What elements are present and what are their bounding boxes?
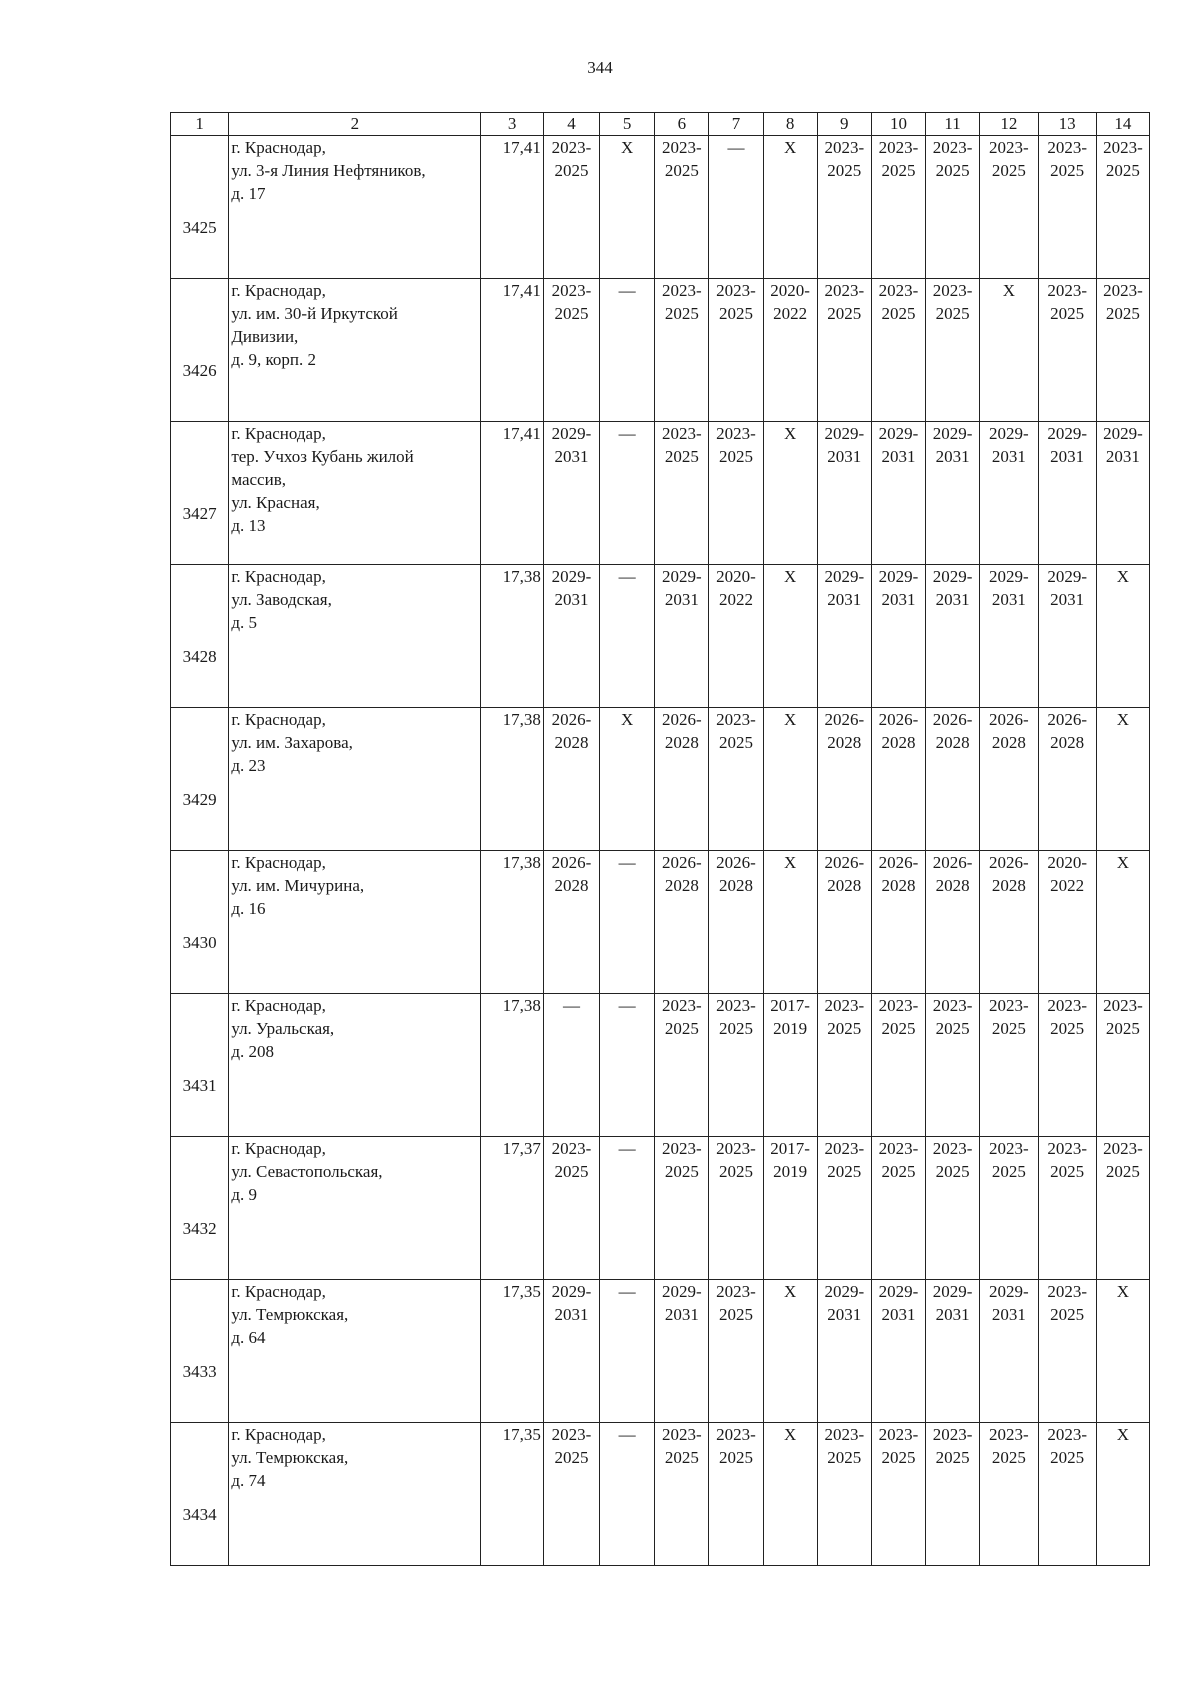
address-cell xyxy=(229,1280,481,1423)
table-row xyxy=(171,708,1150,851)
period-cell-col-14: 2023- 2025 xyxy=(1096,136,1149,279)
period-cell-col-8: Х xyxy=(763,1423,817,1566)
period-cell-col-5: Х xyxy=(600,708,655,851)
period-cell-col-6: 2029- 2031 xyxy=(655,565,709,708)
period-cell-col-12: Х xyxy=(980,279,1038,422)
period-cell-col-4: 2023- 2025 xyxy=(543,1423,599,1566)
period-cell-col-6: 2023- 2025 xyxy=(655,279,709,422)
address-line: г. Краснодар, xyxy=(231,424,326,443)
period-cell-col-8: Х xyxy=(763,565,817,708)
period-cell-col-12: 2029- 2031 xyxy=(980,565,1038,708)
address-line: тер. Учхоз Кубань жилой xyxy=(231,447,414,466)
address-cell xyxy=(229,422,481,565)
period-cell-col-4: 2026- 2028 xyxy=(543,851,599,994)
period-cell-col-11: 2029- 2031 xyxy=(926,565,980,708)
row-number: 3430 xyxy=(171,851,229,994)
period-cell-col-11: 2026- 2028 xyxy=(926,851,980,994)
period-cell-col-10: 2023- 2025 xyxy=(871,136,925,279)
period-cell-col-6: 2026- 2028 xyxy=(655,708,709,851)
period-cell-col-10: 2029- 2031 xyxy=(871,565,925,708)
period-cell-col-10: 2029- 2031 xyxy=(871,422,925,565)
row-number: 3429 xyxy=(171,708,229,851)
period-cell-col-7: 2023- 2025 xyxy=(709,994,763,1137)
period-cell-col-6: 2023- 2025 xyxy=(655,422,709,565)
address-line: д. 9, корп. 2 xyxy=(231,350,316,369)
period-cell-col-9: 2023- 2025 xyxy=(817,1423,871,1566)
column-header-12: 12 xyxy=(980,113,1038,136)
column-header-5: 5 xyxy=(600,113,655,136)
area-cell: 17,41 xyxy=(481,136,543,279)
address-cell xyxy=(229,851,481,994)
period-cell-col-8: Х xyxy=(763,1280,817,1423)
period-cell-col-4: 2029- 2031 xyxy=(543,1280,599,1423)
period-cell-col-9: 2029- 2031 xyxy=(817,422,871,565)
period-cell-col-10: 2023- 2025 xyxy=(871,1423,925,1566)
address-line: г. Краснодар, xyxy=(231,567,326,586)
period-cell-col-11: 2023- 2025 xyxy=(926,279,980,422)
address-line: ул. Красная, xyxy=(231,493,320,512)
period-cell-col-12: 2026- 2028 xyxy=(980,708,1038,851)
table-row xyxy=(171,422,1150,565)
period-cell-col-7: 2023- 2025 xyxy=(709,1423,763,1566)
period-cell-col-10: 2026- 2028 xyxy=(871,708,925,851)
address-line: ул. им. Захарова, xyxy=(231,733,353,752)
period-cell-col-13: 2020- 2022 xyxy=(1038,851,1096,994)
period-cell-col-6: 2029- 2031 xyxy=(655,1280,709,1423)
area-cell: 17,38 xyxy=(481,851,543,994)
period-cell-col-14: Х xyxy=(1096,565,1149,708)
period-cell-col-11: 2023- 2025 xyxy=(926,136,980,279)
period-cell-col-13: 2023- 2025 xyxy=(1038,1137,1096,1280)
period-cell-col-13: 2023- 2025 xyxy=(1038,136,1096,279)
row-number: 3433 xyxy=(171,1280,229,1423)
period-cell-col-11: 2023- 2025 xyxy=(926,1137,980,1280)
address-line: ул. им. Мичурина, xyxy=(231,876,365,895)
period-cell-col-9: 2029- 2031 xyxy=(817,565,871,708)
period-cell-col-7: 2023- 2025 xyxy=(709,422,763,565)
address-line: ул. Заводская, xyxy=(231,590,332,609)
period-cell-col-8: Х xyxy=(763,851,817,994)
period-cell-col-10: 2023- 2025 xyxy=(871,1137,925,1280)
address-cell xyxy=(229,565,481,708)
address-line: д. 17 xyxy=(231,184,266,203)
table-body xyxy=(171,136,1150,1566)
period-cell-col-7: 2023- 2025 xyxy=(709,1280,763,1423)
column-header-2: 2 xyxy=(229,113,481,136)
period-cell-col-14: Х xyxy=(1096,851,1149,994)
period-cell-col-4: 2029- 2031 xyxy=(543,565,599,708)
period-cell-col-12: 2026- 2028 xyxy=(980,851,1038,994)
period-cell-col-7: — xyxy=(709,136,763,279)
period-cell-col-12: 2029- 2031 xyxy=(980,422,1038,565)
address-cell xyxy=(229,708,481,851)
period-cell-col-7: 2023- 2025 xyxy=(709,1137,763,1280)
address-line: ул. Уральская, xyxy=(231,1019,335,1038)
period-cell-col-6: 2023- 2025 xyxy=(655,1423,709,1566)
period-cell-col-6: 2026- 2028 xyxy=(655,851,709,994)
period-cell-col-13: 2023- 2025 xyxy=(1038,1280,1096,1423)
column-header-11: 11 xyxy=(926,113,980,136)
period-cell-col-5: — xyxy=(600,994,655,1137)
address-line: Дивизии, xyxy=(231,327,299,346)
table-row xyxy=(171,136,1150,279)
period-cell-col-11: 2023- 2025 xyxy=(926,994,980,1137)
period-cell-col-5: — xyxy=(600,1423,655,1566)
address-line: массив, xyxy=(231,470,286,489)
address-line: ул. Темрюкская, xyxy=(231,1448,349,1467)
address-line: ул. Севастопольская, xyxy=(231,1162,383,1181)
period-cell-col-9: 2023- 2025 xyxy=(817,1137,871,1280)
table-row xyxy=(171,279,1150,422)
period-cell-col-5: — xyxy=(600,851,655,994)
column-header-7: 7 xyxy=(709,113,763,136)
row-number: 3432 xyxy=(171,1137,229,1280)
period-cell-col-5: — xyxy=(600,1280,655,1423)
area-cell: 17,35 xyxy=(481,1423,543,1566)
period-cell-col-11: 2026- 2028 xyxy=(926,708,980,851)
period-cell-col-13: 2023- 2025 xyxy=(1038,279,1096,422)
period-cell-col-14: 2023- 2025 xyxy=(1096,994,1149,1137)
area-cell: 17,38 xyxy=(481,994,543,1137)
area-cell: 17,38 xyxy=(481,565,543,708)
period-cell-col-4: 2023- 2025 xyxy=(543,1137,599,1280)
table-row xyxy=(171,565,1150,708)
address-line: д. 16 xyxy=(231,899,266,918)
period-cell-col-8: 2017- 2019 xyxy=(763,1137,817,1280)
period-cell-col-11: 2023- 2025 xyxy=(926,1423,980,1566)
period-cell-col-6: 2023- 2025 xyxy=(655,994,709,1137)
period-cell-col-9: 2029- 2031 xyxy=(817,1280,871,1423)
column-header-13: 13 xyxy=(1038,113,1096,136)
period-cell-col-14: 2023- 2025 xyxy=(1096,1137,1149,1280)
address-cell xyxy=(229,1423,481,1566)
period-cell-col-8: Х xyxy=(763,708,817,851)
period-cell-col-4: 2029- 2031 xyxy=(543,422,599,565)
column-header-8: 8 xyxy=(763,113,817,136)
period-cell-col-10: 2023- 2025 xyxy=(871,994,925,1137)
period-cell-col-5: — xyxy=(600,422,655,565)
period-cell-col-7: 2023- 2025 xyxy=(709,708,763,851)
row-number: 3426 xyxy=(171,279,229,422)
period-cell-col-10: 2026- 2028 xyxy=(871,851,925,994)
area-cell: 17,41 xyxy=(481,279,543,422)
address-line: г. Краснодар, xyxy=(231,710,326,729)
period-cell-col-8: 2017- 2019 xyxy=(763,994,817,1137)
period-cell-col-9: 2026- 2028 xyxy=(817,708,871,851)
period-cell-col-9: 2023- 2025 xyxy=(817,279,871,422)
period-cell-col-4: 2023- 2025 xyxy=(543,279,599,422)
period-cell-col-12: 2023- 2025 xyxy=(980,994,1038,1137)
period-cell-col-10: 2023- 2025 xyxy=(871,279,925,422)
address-cell xyxy=(229,994,481,1137)
period-cell-col-7: 2026- 2028 xyxy=(709,851,763,994)
address-line: г. Краснодар, xyxy=(231,996,326,1015)
period-cell-col-5: — xyxy=(600,565,655,708)
period-cell-col-14: Х xyxy=(1096,1423,1149,1566)
address-line: д. 64 xyxy=(231,1328,266,1347)
period-cell-col-14: 2023- 2025 xyxy=(1096,279,1149,422)
address-line: г. Краснодар, xyxy=(231,281,326,300)
table-row xyxy=(171,1280,1150,1423)
period-cell-col-5: — xyxy=(600,279,655,422)
address-line: д. 74 xyxy=(231,1471,266,1490)
area-cell: 17,38 xyxy=(481,708,543,851)
period-cell-col-8: 2020- 2022 xyxy=(763,279,817,422)
row-number: 3427 xyxy=(171,422,229,565)
address-line: д. 23 xyxy=(231,756,266,775)
address-line: д. 208 xyxy=(231,1042,274,1061)
period-cell-col-6: 2023- 2025 xyxy=(655,1137,709,1280)
period-cell-col-11: 2029- 2031 xyxy=(926,422,980,565)
address-line: г. Краснодар, xyxy=(231,1425,326,1444)
column-header-1: 1 xyxy=(171,113,229,136)
column-header-3: 3 xyxy=(481,113,543,136)
period-cell-col-14: 2029- 2031 xyxy=(1096,422,1149,565)
area-cell: 17,37 xyxy=(481,1137,543,1280)
address-line: г. Краснодар, xyxy=(231,138,326,157)
column-header-14: 14 xyxy=(1096,113,1149,136)
register-table xyxy=(170,112,1150,1566)
column-header-4: 4 xyxy=(543,113,599,136)
address-line: г. Краснодар, xyxy=(231,853,326,872)
address-line: ул. 3-я Линия Нефтяников, xyxy=(231,161,426,180)
column-header-9: 9 xyxy=(817,113,871,136)
period-cell-col-14: Х xyxy=(1096,708,1149,851)
period-cell-col-11: 2029- 2031 xyxy=(926,1280,980,1423)
row-number: 3431 xyxy=(171,994,229,1137)
column-header-6: 6 xyxy=(655,113,709,136)
period-cell-col-4: — xyxy=(543,994,599,1137)
address-line: г. Краснодар, xyxy=(231,1139,326,1158)
period-cell-col-12: 2029- 2031 xyxy=(980,1280,1038,1423)
address-line: ул. им. 30-й Иркутской xyxy=(231,304,398,323)
period-cell-col-13: 2029- 2031 xyxy=(1038,565,1096,708)
table-row xyxy=(171,994,1150,1137)
period-cell-col-6: 2023- 2025 xyxy=(655,136,709,279)
address-cell xyxy=(229,136,481,279)
period-cell-col-12: 2023- 2025 xyxy=(980,136,1038,279)
address-line: ул. Темрюкская, xyxy=(231,1305,349,1324)
period-cell-col-14: Х xyxy=(1096,1280,1149,1423)
column-header-10: 10 xyxy=(871,113,925,136)
address-cell xyxy=(229,279,481,422)
row-number: 3434 xyxy=(171,1423,229,1566)
period-cell-col-9: 2026- 2028 xyxy=(817,851,871,994)
header-row xyxy=(171,113,1150,136)
period-cell-col-9: 2023- 2025 xyxy=(817,994,871,1137)
table-row xyxy=(171,1137,1150,1280)
period-cell-col-13: 2023- 2025 xyxy=(1038,1423,1096,1566)
row-number: 3425 xyxy=(171,136,229,279)
period-cell-col-4: 2023- 2025 xyxy=(543,136,599,279)
address-line: д. 5 xyxy=(231,613,257,632)
period-cell-col-7: 2020- 2022 xyxy=(709,565,763,708)
period-cell-col-9: 2023- 2025 xyxy=(817,136,871,279)
period-cell-col-13: 2023- 2025 xyxy=(1038,994,1096,1137)
address-line: г. Краснодар, xyxy=(231,1282,326,1301)
address-line: д. 13 xyxy=(231,516,266,535)
period-cell-col-13: 2029- 2031 xyxy=(1038,422,1096,565)
period-cell-col-13: 2026- 2028 xyxy=(1038,708,1096,851)
period-cell-col-7: 2023- 2025 xyxy=(709,279,763,422)
area-cell: 17,41 xyxy=(481,422,543,565)
address-line: д. 9 xyxy=(231,1185,257,1204)
period-cell-col-10: 2029- 2031 xyxy=(871,1280,925,1423)
period-cell-col-4: 2026- 2028 xyxy=(543,708,599,851)
period-cell-col-8: Х xyxy=(763,136,817,279)
table-row xyxy=(171,851,1150,994)
address-cell xyxy=(229,1137,481,1280)
page-number: 344 xyxy=(587,58,613,77)
period-cell-col-8: Х xyxy=(763,422,817,565)
period-cell-col-5: Х xyxy=(600,136,655,279)
period-cell-col-12: 2023- 2025 xyxy=(980,1423,1038,1566)
row-number: 3428 xyxy=(171,565,229,708)
period-cell-col-5: — xyxy=(600,1137,655,1280)
period-cell-col-12: 2023- 2025 xyxy=(980,1137,1038,1280)
area-cell: 17,35 xyxy=(481,1280,543,1423)
table-row xyxy=(171,1423,1150,1566)
